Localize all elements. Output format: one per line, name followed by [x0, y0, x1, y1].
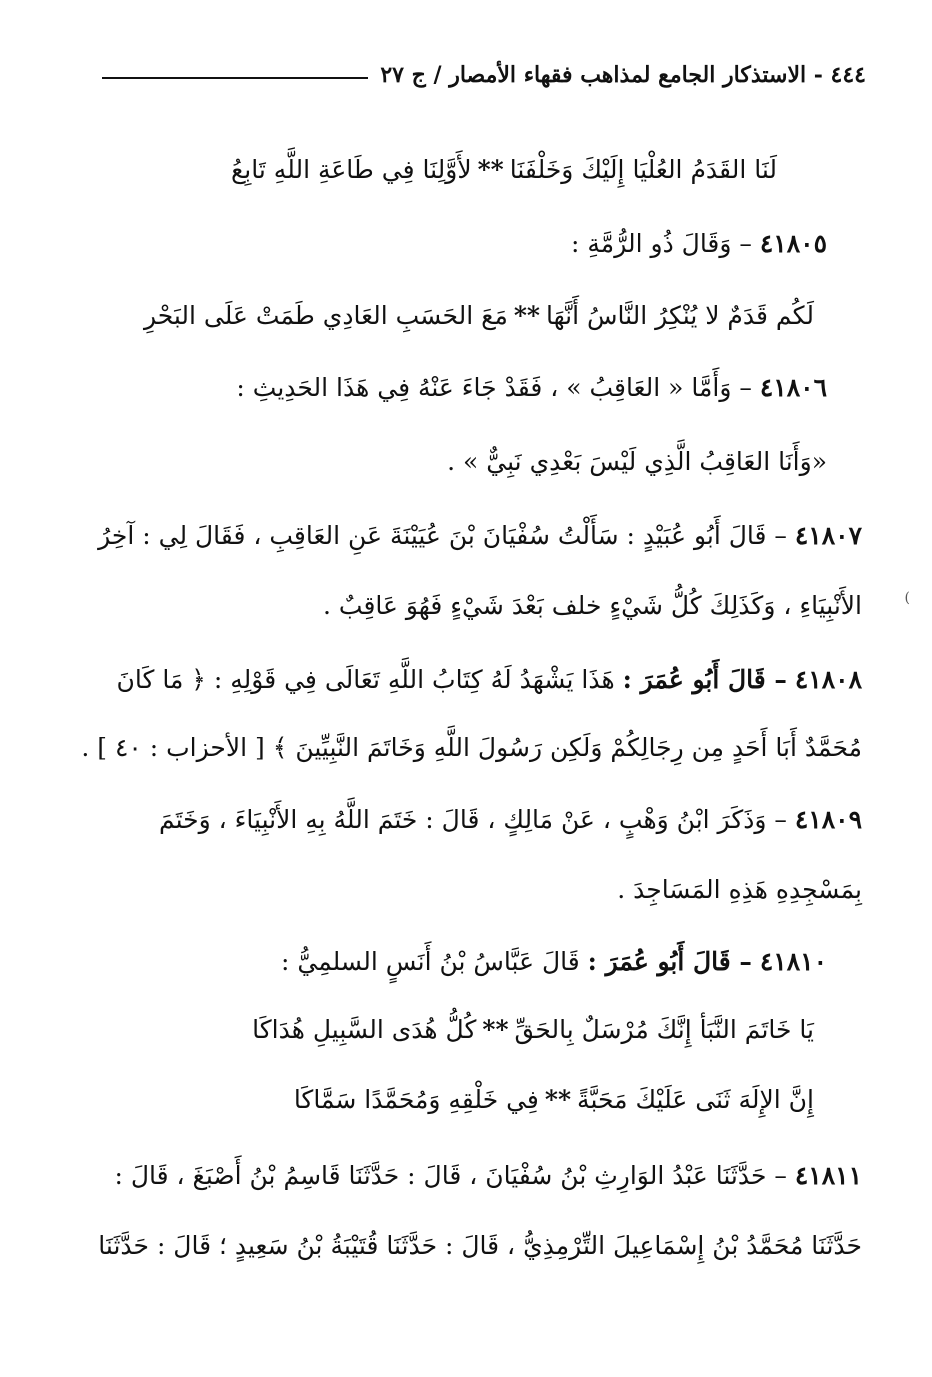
- paragraph-41805: [571, 224, 827, 264]
- verse-line-2: [144, 296, 814, 336]
- paragraph-number: ٤١٨١٠: [759, 947, 827, 976]
- hadith-text: «وَأَنَا العَاقِبُ الَّذِي لَيْسَ بَعْدِي نَبِيٌّ » .: [447, 447, 827, 476]
- paragraph-text: هَذَا يَشْهَدُ لَهُ كِتَابُ اللَّهِ تَعَالَى فِي قَوْلِهِ : ﴿ مَا كَانَ: [116, 665, 615, 694]
- hemistich-1b: لأَوَّلِنَا فِي طَاعَةِ اللَّهِ تَابِعُ: [231, 155, 472, 184]
- paragraph-text: بِمَسْجِدِهِ هَذِهِ المَسَاجِدَ .: [617, 875, 862, 904]
- paragraph-number: ٤١٨٠٨: [794, 665, 862, 694]
- paragraph-41806: [236, 368, 827, 408]
- paragraph-text: الأَنْبِيَاءِ ، وَكَذَلِكَ كُلُّ شَيْءٍ خلف بَعْدَ شَيْءٍ فَهُوَ عَاقِبٌ .: [323, 591, 862, 620]
- speaker-label: – قَالَ أَبُو عُمَرَ :: [622, 665, 787, 694]
- paragraph-text: قَالَ عَبَّاسُ بْنُ أَنَسٍ السلمِيُّ :: [281, 947, 580, 976]
- verse-separator: **: [482, 1015, 509, 1044]
- paragraph-41808: [117, 660, 862, 700]
- verse-separator: **: [477, 155, 504, 184]
- paragraph-text: – وَأَمَّا « العَاقِبُ » ، فَقَدْ جَاءَ عَنْهُ فِي هَذَا الحَدِيثِ :: [236, 373, 752, 402]
- running-header: [102, 58, 866, 92]
- paragraph-text: – حَدَّثَنَا عَبْدُ الوَارِثِ بْنُ سُفْيَانَ ، قَالَ : حَدَّثَنَا قَاسِمُ بْنُ أَصْبَغَ ، قَالَ :: [114, 1161, 787, 1190]
- hemistich-4b: فِي خَلْقِهِ وَمُحَمَّدًا سَمَّاكَا: [293, 1085, 539, 1114]
- hemistich-3a: يَا خَاتَمَ النَّبَأ إِنَّكَ مُرْسَلٌ بِالحَقِّ: [514, 1015, 814, 1044]
- verse-separator: **: [544, 1085, 572, 1114]
- header-text: ٤٤٤ - الاستذكار الجامع لمذاهب فقهاء الأمصار / ج ٢٧: [380, 62, 866, 88]
- hemistich-1a: لَنَا القَدَمُ العُلْيَا إِلَيْكَ وَخَلْفَنَا: [509, 155, 777, 184]
- verse-line-3: [252, 1010, 814, 1050]
- header-rule: [102, 77, 368, 79]
- paragraph-number: ٤١٨١١: [794, 1161, 862, 1190]
- margin-mark: ): [904, 590, 910, 606]
- hemistich-2a: لَكُم قَدَمٌ لا يُنْكِرُ النَّاسُ أَنَّهَا: [546, 301, 814, 330]
- quran-citation: مُحَمَّدٌ أَبَا أَحَدٍ مِن رِجَالِكُمْ وَلَكِن رَسُولَ اللَّهِ وَخَاتَمَ النَّبِيِّينَ ﴾ [ الأحزاب : ٤٠ ] .: [81, 733, 862, 762]
- paragraph-text: – وَقَالَ ذُو الرُّمَّةِ :: [571, 229, 752, 258]
- hemistich-4a: إِنَّ الإِلَهَ ثَنَى عَلَيْكَ مَحَبَّةً: [577, 1085, 814, 1114]
- paragraph-number: ٤١٨٠٧: [794, 521, 862, 550]
- paragraph-number: ٤١٨٠٥: [759, 229, 827, 258]
- paragraph-text: – قَالَ أَبُو عُبَيْدٍ : سَأَلْتُ سُفْيَانَ بْنَ عُيَيْنَةَ عَنِ العَاقِبِ ، فَقَالَ لِي : آخِرُ: [98, 521, 787, 550]
- paragraph-41810: [281, 942, 827, 982]
- paragraph-41808-cont: [81, 728, 862, 768]
- hadith-quote: [447, 442, 827, 482]
- verse-separator: **: [513, 301, 540, 330]
- paragraph-41807-cont: [323, 586, 862, 626]
- paragraph-41811: [114, 1156, 862, 1196]
- verse-line-1: [231, 150, 777, 190]
- verse-line-4: [294, 1080, 814, 1120]
- paragraph-41807: [98, 516, 862, 556]
- paragraph-text: حَدَّثَنَا مُحَمَّدُ بْنُ إِسْمَاعِيلَ التِّرْمِذِيُّ ، قَالَ : حَدَّثَنَا قُتَيْبَةُ بْنُ سَعِيدٍ ؛ قَالَ : حَدَّثَنَا: [98, 1231, 862, 1260]
- paragraph-41809: [159, 800, 862, 840]
- paragraph-text: – وَذَكَرَ ابْنُ وَهْبٍ ، عَنْ مَالِكٍ ، قَالَ : خَتَمَ اللَّهُ بِهِ الأَنْبِيَاءَ ، وَخَتَمَ: [158, 805, 787, 834]
- paragraph-41809-cont: [617, 870, 862, 910]
- hemistich-2b: مَعَ الحَسَبِ العَادِي طَمَتْ عَلَى البَحْرِ: [143, 301, 508, 330]
- paragraph-41811-cont: [98, 1226, 862, 1266]
- hemistich-3b: كُلُّ هُدَى السَّبِيلِ هُدَاكَا: [252, 1015, 477, 1044]
- speaker-label: – قَالَ أَبُو عُمَرَ :: [587, 947, 752, 976]
- paragraph-number: ٤١٨٠٩: [794, 805, 862, 834]
- paragraph-number: ٤١٨٠٦: [759, 373, 827, 402]
